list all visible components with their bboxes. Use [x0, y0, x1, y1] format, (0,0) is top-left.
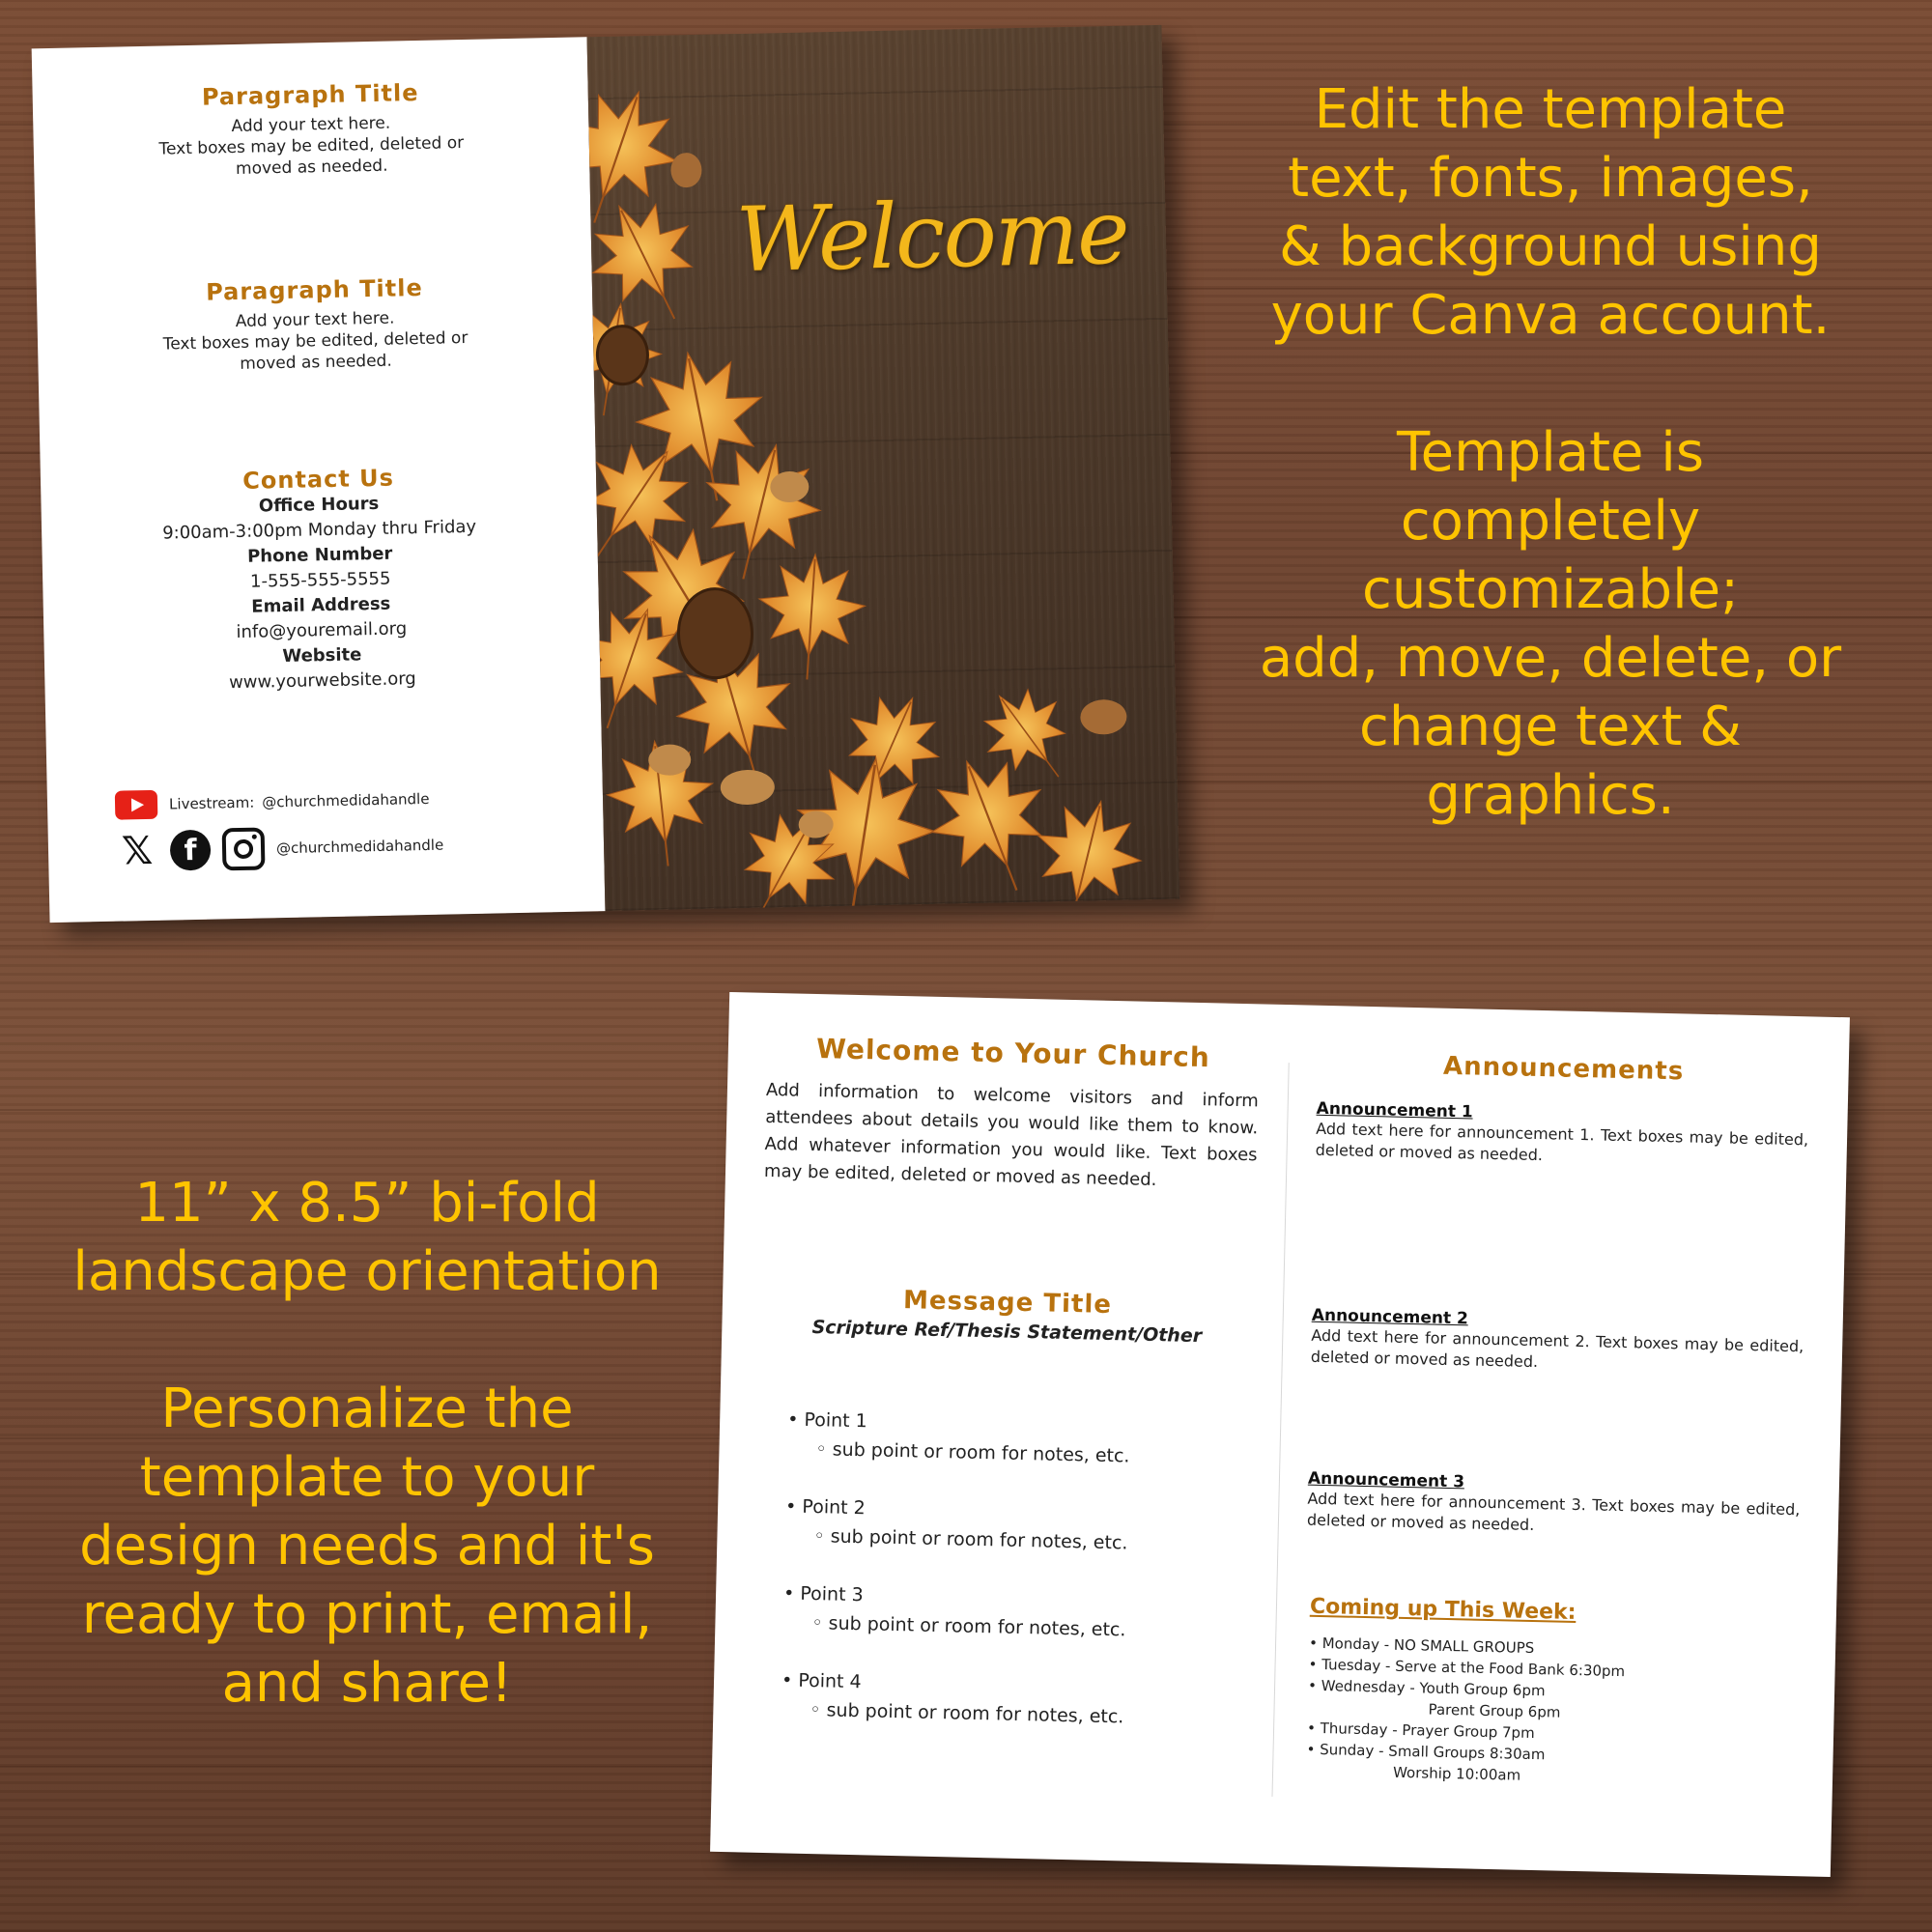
livestream-row: [115, 784, 430, 820]
instagram-icon: [222, 827, 266, 870]
social-icons-row: [116, 823, 444, 874]
headline-gap: [19, 1306, 715, 1375]
point-label: • Point 4: [781, 1669, 862, 1693]
announcement-text: Add text here for announcement 1. Text boxes may be edited, deleted or moved as needed.: [1315, 1119, 1809, 1165]
paragraph-line: Add your text here.: [231, 113, 391, 137]
phone-label: Phone Number: [246, 543, 393, 567]
youtube-icon: [115, 790, 158, 820]
announcement-item: [1311, 1306, 1804, 1379]
livestream-handle: @churchmedidahandle: [262, 789, 430, 811]
bulletin-outside-spread: [32, 25, 1180, 923]
announcement-text: Add text here for announcement 3. Text boxes may be edited, deleted or moved as needed.: [1306, 1489, 1801, 1534]
paragraph-line: Text boxes may be edited, deleted or: [162, 327, 469, 355]
week-list: [1306, 1633, 1792, 1792]
list-item: [734, 1581, 1257, 1643]
announcements-title: Announcements: [1442, 1051, 1685, 1087]
paragraph-title: Paragraph Title: [205, 273, 423, 306]
social-handle: @churchmedidahandle: [275, 836, 444, 858]
message-section: [760, 1283, 1254, 1349]
week-item-extra: Parent Group 6pm: [1428, 1700, 1561, 1721]
week-item: • Tuesday - Serve at the Food Bank 6:30pm: [1308, 1655, 1626, 1681]
point-label: • Point 1: [786, 1408, 868, 1433]
announcement-item: [1307, 1469, 1801, 1543]
week-item: • Sunday - Small Groups 8:30am: [1306, 1740, 1546, 1764]
paragraph-line: Add your text here.: [235, 308, 395, 331]
coming-up-section: [1306, 1595, 1793, 1792]
back-panel: [32, 37, 606, 923]
headline-line: design needs and it's: [79, 1515, 655, 1577]
message-title: Message Title: [902, 1286, 1113, 1321]
headline-gap: [1217, 350, 1884, 418]
headline-line: graphics.: [1426, 764, 1675, 827]
announcement-heading: Announcement 2: [1311, 1305, 1469, 1329]
headline-line: Personalize the: [160, 1378, 574, 1440]
office-hours-label: Office Hours: [258, 493, 380, 517]
headline-line: landscape orientation: [72, 1240, 662, 1303]
sub-point: ◦ sub point or room for notes, etc.: [815, 1438, 1130, 1467]
sub-point: ◦ sub point or room for notes, etc.: [813, 1525, 1128, 1554]
bulletin-inside-spread: [710, 992, 1850, 1877]
week-item-extra: Worship 10:00am: [1392, 1763, 1521, 1784]
welcome-section-title: Welcome to Your Church: [815, 1033, 1211, 1074]
cover-welcome-text: Welcome: [734, 180, 1129, 293]
email-address: info@youremail.org: [236, 618, 408, 643]
headline-line: customizable;: [1362, 558, 1739, 621]
paragraph-block: [32, 75, 589, 184]
cover-panel: [587, 25, 1180, 911]
scripture-reference: Scripture Ref/Thesis Statement/Other: [811, 1316, 1203, 1348]
contact-title: Contact Us: [242, 464, 395, 495]
point-label: • Point 2: [784, 1495, 866, 1520]
points-list: [732, 1407, 1261, 1730]
announcements-section: [1307, 1049, 1810, 1542]
week-item: • Wednesday - Youth Group 6pm: [1307, 1676, 1546, 1700]
contact-block: [41, 460, 601, 699]
week-item: • Thursday - Prayer Group 7pm: [1306, 1719, 1535, 1743]
fold-divider: [1271, 1063, 1289, 1797]
livestream-label: Livestream:: [168, 793, 255, 813]
autumn-leaves-image: [587, 25, 1180, 911]
headline-line: & background using: [1279, 215, 1822, 278]
announcement-item: [1315, 1099, 1808, 1173]
welcome-section: [764, 1032, 1260, 1197]
list-item: [738, 1407, 1261, 1469]
headline-line: template to your: [139, 1446, 595, 1509]
announcement-text: Add text here for announcement 2. Text boxes may be edited, deleted or moved as needed.: [1310, 1325, 1804, 1372]
announcement-heading: Announcement 3: [1307, 1468, 1465, 1492]
sub-point: ◦ sub point or room for notes, etc.: [811, 1612, 1126, 1641]
paragraph-line: moved as needed.: [235, 156, 388, 179]
headline-line: text, fonts, images,: [1288, 147, 1813, 210]
paragraph-line: Text boxes may be edited, deleted or: [158, 133, 465, 159]
list-item: [732, 1668, 1255, 1730]
list-item: [736, 1494, 1259, 1556]
point-label: • Point 3: [782, 1582, 864, 1606]
headline-line: Edit the template: [1314, 78, 1787, 141]
headline-line: Template is: [1396, 421, 1705, 484]
phone-number: 1-555-555-5555: [249, 568, 391, 592]
headline-line: 11” x 8.5” bi-fold: [134, 1172, 600, 1235]
headline-line: add, move, delete, or: [1259, 627, 1842, 690]
coming-up-title: Coming up This Week:: [1309, 1594, 1577, 1625]
office-hours: 9:00am-3:00pm Monday thru Friday: [162, 516, 477, 544]
sub-point: ◦ sub point or room for notes, etc.: [810, 1699, 1124, 1728]
announcement-heading: Announcement 1: [1316, 1098, 1473, 1122]
headline-line: your Canva account.: [1270, 284, 1831, 347]
headline-line: ready to print, email,: [81, 1583, 653, 1646]
welcome-section-text: Add information to welcome visitors and inform attendees about details you would like them to know. Add whatever information you would like. Text boxes may be edited, deleted or moved as needed.: [763, 1079, 1260, 1191]
headline-format-info: [19, 1169, 715, 1718]
week-item: • Monday - NO SMALL GROUPS: [1308, 1634, 1535, 1658]
facebook-icon: f: [170, 830, 212, 871]
paragraph-block: [37, 270, 594, 379]
paragraph-title: Paragraph Title: [201, 78, 419, 111]
headline-edit-instructions: [1217, 75, 1884, 830]
website-url: www.yourwebsite.org: [228, 668, 416, 694]
headline-line: change text &: [1359, 696, 1742, 758]
headline-line: completely: [1400, 490, 1701, 553]
headline-line: and share!: [221, 1652, 513, 1715]
x-twitter-icon: 𝕏: [121, 828, 154, 874]
paragraph-line: moved as needed.: [240, 351, 392, 374]
email-label: Email Address: [251, 593, 391, 617]
website-label: Website: [282, 644, 362, 668]
